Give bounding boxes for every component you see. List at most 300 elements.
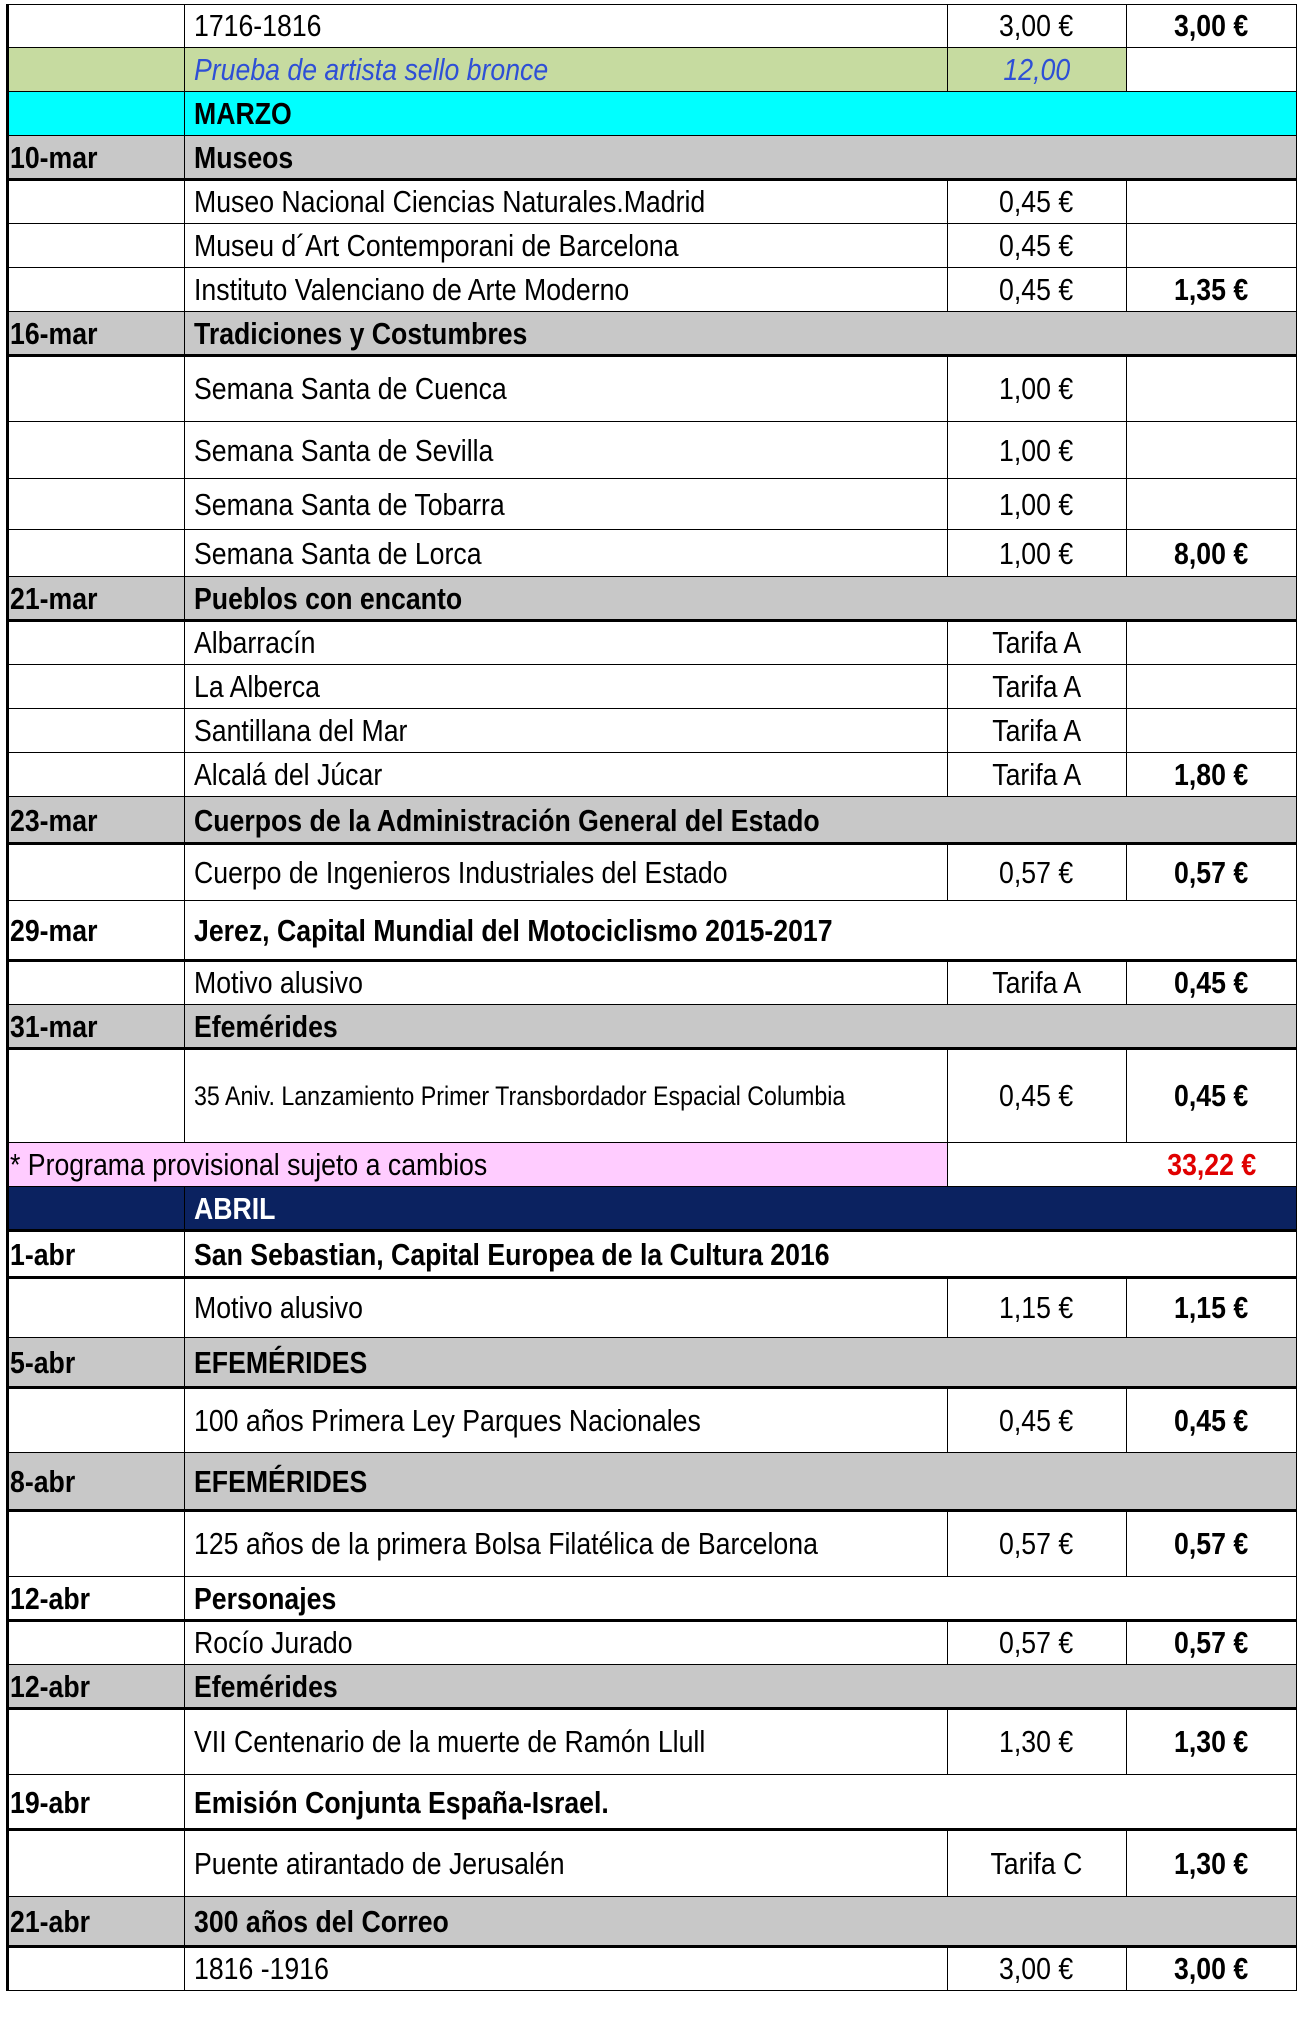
column-divider — [947, 753, 948, 797]
column-divider — [6, 356, 9, 422]
table-row — [6, 180, 1297, 224]
column-divider — [1126, 1049, 1127, 1143]
section-title-text: Efemérides — [194, 1009, 338, 1044]
row-divider — [6, 1990, 1297, 1991]
row-total-text: 0,57 € — [1174, 854, 1249, 890]
column-divider — [1296, 136, 1297, 180]
column-divider — [6, 1709, 9, 1775]
column-divider — [1296, 92, 1297, 136]
item-description — [184, 268, 947, 312]
section-title-text: Pueblos con encanto — [194, 581, 463, 616]
item-description — [184, 4, 947, 48]
table-row — [6, 530, 1297, 577]
item-description-text: Prueba de artista sello bronce — [194, 52, 549, 87]
item-price — [947, 422, 1126, 479]
column-divider — [1296, 1665, 1297, 1709]
row-date-text: 23-mar — [10, 802, 98, 838]
column-divider — [184, 709, 185, 753]
row-total-text: 1,80 € — [1174, 757, 1249, 792]
item-price-text: 0,57 € — [999, 1625, 1074, 1660]
column-divider — [1296, 422, 1297, 479]
column-divider — [184, 1049, 185, 1143]
column-divider — [184, 621, 185, 665]
item-price-text: 0,57 € — [999, 854, 1074, 890]
column-divider — [1296, 797, 1297, 844]
item-description-text: La Alberca — [194, 669, 320, 704]
column-divider — [6, 1775, 9, 1830]
column-divider — [6, 1049, 9, 1143]
item-price-text: 0,57 € — [999, 1526, 1074, 1561]
column-divider — [184, 1005, 185, 1049]
item-price — [947, 4, 1126, 48]
item-price — [947, 1049, 1126, 1143]
section-title-text: San Sebastian, Capital Europea de la Cultura 2016 — [194, 1236, 830, 1272]
item-description-text: 100 años Primera Ley Parques Nacionales — [194, 1402, 701, 1438]
column-divider — [1126, 621, 1127, 665]
item-description — [184, 422, 947, 479]
item-description-text: Cuerpo de Ingenieros Industriales del Estado — [194, 854, 728, 890]
column-divider — [1126, 1388, 1127, 1453]
section-title-text: Efemérides — [194, 1669, 338, 1704]
item-price — [947, 621, 1126, 665]
item-description-text: Museo Nacional Ciencias Naturales.Madrid — [194, 184, 706, 219]
column-divider — [1296, 665, 1297, 709]
column-divider — [1296, 1511, 1297, 1577]
section-title — [184, 577, 947, 621]
column-divider — [947, 621, 948, 665]
month-heading — [184, 92, 947, 136]
row-date-text: 19-abr — [10, 1784, 91, 1820]
column-divider — [947, 268, 948, 312]
section-title — [184, 312, 947, 356]
column-divider — [1296, 479, 1297, 530]
row-date — [6, 1897, 184, 1947]
item-description — [184, 1621, 947, 1665]
column-divider — [184, 312, 185, 356]
column-divider — [184, 1511, 185, 1577]
grand-total — [1126, 1143, 1297, 1187]
column-divider — [184, 48, 185, 92]
item-description-text: Semana Santa de Cuenca — [194, 371, 507, 406]
column-divider — [1126, 961, 1127, 1005]
item-description — [184, 1511, 947, 1577]
column-divider — [6, 530, 9, 577]
column-divider — [184, 268, 185, 312]
row-date — [6, 136, 184, 180]
row-total-text: 3,00 € — [1174, 1951, 1249, 1986]
column-divider — [6, 92, 9, 136]
column-divider — [947, 180, 948, 224]
column-divider — [6, 1453, 9, 1511]
table-row — [6, 1830, 1297, 1897]
column-divider — [184, 1947, 185, 1991]
item-price-text: 1,00 € — [999, 432, 1074, 468]
column-divider — [1296, 844, 1297, 901]
column-divider — [1126, 479, 1127, 530]
item-description-text: Motivo alusivo — [194, 1290, 363, 1325]
item-price — [947, 1511, 1126, 1577]
item-description-text: Rocío Jurado — [194, 1625, 353, 1660]
table-row — [6, 577, 1297, 621]
table-row — [6, 268, 1297, 312]
table-row — [6, 665, 1297, 709]
item-price — [947, 530, 1126, 577]
column-divider — [6, 268, 9, 312]
column-divider — [184, 1830, 185, 1897]
row-total — [1126, 1621, 1297, 1665]
table-row — [6, 1453, 1297, 1511]
row-date — [6, 797, 184, 844]
column-divider — [947, 1621, 948, 1665]
table-row — [6, 753, 1297, 797]
item-price-text: 1,00 € — [999, 371, 1074, 406]
column-divider — [6, 621, 9, 665]
column-divider — [1126, 356, 1127, 422]
row-total — [1126, 4, 1297, 48]
row-total — [1126, 268, 1297, 312]
item-price-text: Tarifa C — [990, 1845, 1083, 1881]
section-title — [184, 1897, 947, 1947]
column-divider — [184, 479, 185, 530]
column-divider — [6, 753, 9, 797]
row-total — [1126, 530, 1297, 577]
column-divider — [6, 665, 9, 709]
column-divider — [6, 1577, 9, 1621]
section-title — [184, 136, 947, 180]
column-divider — [947, 1049, 948, 1143]
table-row — [6, 1511, 1297, 1577]
column-divider — [947, 479, 948, 530]
month-heading-text: MARZO — [194, 96, 292, 131]
column-divider — [184, 530, 185, 577]
row-date-text: 21-abr — [10, 1904, 91, 1939]
column-divider — [6, 1621, 9, 1665]
column-divider — [184, 1453, 185, 1511]
column-divider — [184, 1897, 185, 1947]
table-row — [6, 1665, 1297, 1709]
item-description — [184, 1830, 947, 1897]
column-divider — [184, 1388, 185, 1453]
column-divider — [6, 577, 9, 621]
column-divider — [1126, 1830, 1127, 1897]
row-total — [1126, 961, 1297, 1005]
column-divider — [1296, 1897, 1297, 1947]
item-description-text: Semana Santa de Sevilla — [194, 432, 494, 468]
column-divider — [947, 1511, 948, 1577]
item-description — [184, 479, 947, 530]
item-price — [947, 479, 1126, 530]
item-price-text: 0,45 € — [999, 1078, 1074, 1113]
item-description-text: Albarracín — [194, 625, 316, 660]
row-date — [6, 312, 184, 356]
column-divider — [6, 422, 9, 479]
item-price-text: 1,00 € — [999, 486, 1074, 522]
row-total — [1126, 1511, 1297, 1577]
item-description-text: 1716-1816 — [194, 8, 322, 43]
provisional-note — [6, 1143, 947, 1187]
column-divider — [1296, 356, 1297, 422]
column-divider — [947, 356, 948, 422]
column-divider — [6, 1187, 9, 1231]
item-price-text: Tarifa A — [992, 669, 1081, 704]
item-description-text: VII Centenario de la muerte de Ramón Llull — [194, 1724, 706, 1759]
item-description-text: 35 Aniv. Lanzamiento Primer Transbordador Espacial Columbia — [194, 1080, 846, 1111]
column-divider — [6, 479, 9, 530]
column-divider — [1296, 1049, 1297, 1143]
item-description-text: Semana Santa de Lorca — [194, 535, 482, 571]
column-divider — [6, 180, 9, 224]
item-price-text: 1,15 € — [999, 1290, 1074, 1325]
row-date-text: 21-mar — [10, 581, 98, 616]
column-divider — [1296, 312, 1297, 356]
section-title — [184, 1665, 947, 1709]
section-title-text: Museos — [194, 140, 294, 175]
item-price — [947, 709, 1126, 753]
column-divider — [947, 1388, 948, 1453]
column-divider — [1126, 1511, 1127, 1577]
column-divider — [947, 1143, 948, 1187]
column-divider — [184, 92, 185, 136]
row-total — [1126, 1278, 1297, 1338]
item-price-text: Tarifa A — [992, 757, 1081, 792]
row-total-text: 0,57 € — [1174, 1526, 1249, 1561]
item-description — [184, 1709, 947, 1775]
item-price — [947, 180, 1126, 224]
row-date-text: 8-abr — [10, 1464, 76, 1499]
column-divider — [184, 1278, 185, 1338]
item-description — [184, 1388, 947, 1453]
column-divider — [1296, 1231, 1297, 1278]
column-divider — [947, 224, 948, 268]
item-price — [947, 1947, 1126, 1991]
section-title-text: Emisión Conjunta España-Israel. — [194, 1784, 609, 1820]
column-divider — [184, 961, 185, 1005]
row-total — [1126, 1388, 1297, 1453]
table-row — [6, 1388, 1297, 1453]
row-date — [6, 1665, 184, 1709]
row-date-text: 12-abr — [10, 1581, 91, 1616]
column-divider — [6, 48, 9, 92]
column-divider — [1126, 1278, 1127, 1338]
table-row — [6, 1947, 1297, 1991]
table-row — [6, 356, 1297, 422]
item-price — [947, 1709, 1126, 1775]
section-title — [184, 1005, 947, 1049]
column-divider — [6, 1665, 9, 1709]
column-divider — [1296, 1709, 1297, 1775]
item-price — [947, 665, 1126, 709]
column-divider — [947, 1709, 948, 1775]
column-divider — [6, 709, 9, 753]
item-description — [184, 1049, 947, 1143]
row-total-text: 0,45 € — [1174, 1078, 1249, 1113]
item-description — [184, 621, 947, 665]
item-price-text: Tarifa A — [992, 625, 1081, 660]
row-total-text: 0,45 € — [1174, 1402, 1249, 1438]
item-price-text: 1,00 € — [999, 535, 1074, 571]
column-divider — [947, 709, 948, 753]
column-divider — [1126, 1709, 1127, 1775]
item-price — [947, 961, 1126, 1005]
item-description-text: Museu d´Art Contemporani de Barcelona — [194, 228, 679, 263]
month-heading-text: ABRIL — [194, 1191, 276, 1226]
row-total — [1126, 753, 1297, 797]
item-price-text: 0,45 € — [999, 228, 1074, 263]
row-date — [6, 1005, 184, 1049]
table-row — [6, 92, 1297, 136]
column-divider — [6, 312, 9, 356]
column-divider — [1296, 224, 1297, 268]
section-title-text: Cuerpos de la Administración General del Estado — [194, 802, 820, 838]
column-divider — [184, 844, 185, 901]
column-divider — [1296, 1577, 1297, 1621]
column-divider — [1126, 422, 1127, 479]
row-total-text: 1,30 € — [1174, 1845, 1249, 1881]
item-price — [947, 753, 1126, 797]
table-row — [6, 48, 1297, 92]
table-row — [6, 1187, 1297, 1231]
section-title — [184, 1775, 947, 1830]
row-date-text: 1-abr — [10, 1236, 76, 1272]
item-price — [947, 1388, 1126, 1453]
section-title — [184, 1338, 947, 1388]
row-date — [6, 577, 184, 621]
section-title-text: Jerez, Capital Mundial del Motociclismo 2015-2017 — [194, 913, 833, 948]
column-divider — [184, 422, 185, 479]
item-description-text: Instituto Valenciano de Arte Moderno — [194, 272, 630, 307]
item-description — [184, 1278, 947, 1338]
column-divider — [1296, 1453, 1297, 1511]
table-row — [6, 621, 1297, 665]
column-divider — [1296, 1947, 1297, 1991]
column-divider — [1296, 1187, 1297, 1231]
column-divider — [6, 1388, 9, 1453]
column-divider — [1296, 901, 1297, 961]
row-total-text: 1,35 € — [1174, 272, 1249, 307]
row-date — [6, 1577, 184, 1621]
column-divider — [184, 1709, 185, 1775]
column-divider — [947, 4, 948, 48]
item-description — [184, 665, 947, 709]
row-date — [6, 1775, 184, 1830]
table-row — [6, 797, 1297, 844]
column-divider — [1296, 961, 1297, 1005]
item-price-text: Tarifa A — [992, 965, 1081, 1000]
column-divider — [6, 224, 9, 268]
row-total — [1126, 1049, 1297, 1143]
item-description — [184, 1947, 947, 1991]
column-divider — [184, 1577, 185, 1621]
item-price — [947, 1278, 1126, 1338]
column-divider — [6, 1278, 9, 1338]
column-divider — [1126, 665, 1127, 709]
column-divider — [1126, 844, 1127, 901]
table-row — [6, 961, 1297, 1005]
row-date-text: 29-mar — [10, 913, 98, 948]
item-price-text: 1,30 € — [999, 1724, 1074, 1759]
row-date — [6, 901, 184, 961]
column-divider — [1296, 1143, 1297, 1187]
item-price — [947, 844, 1126, 901]
column-divider — [1296, 1388, 1297, 1453]
item-description-text: Santillana del Mar — [194, 713, 408, 748]
item-description-text: Semana Santa de Tobarra — [194, 486, 505, 522]
column-divider — [1296, 621, 1297, 665]
column-divider — [1296, 1338, 1297, 1388]
table-row — [6, 1897, 1297, 1947]
column-divider — [1296, 530, 1297, 577]
section-title — [184, 1453, 947, 1511]
item-description-text: Puente atirantado de Jerusalén — [194, 1845, 565, 1881]
table-row — [6, 422, 1297, 479]
row-total-text: 1,15 € — [1174, 1290, 1249, 1325]
column-divider — [6, 961, 9, 1005]
row-total — [1126, 1830, 1297, 1897]
column-divider — [1126, 48, 1127, 92]
section-title-text: Tradiciones y Costumbres — [194, 316, 528, 351]
column-divider — [184, 180, 185, 224]
column-divider — [184, 4, 185, 48]
column-divider — [184, 356, 185, 422]
item-description — [184, 753, 947, 797]
table-row — [6, 844, 1297, 901]
column-divider — [184, 901, 185, 961]
column-divider — [947, 961, 948, 1005]
column-divider — [1296, 1830, 1297, 1897]
column-divider — [1296, 48, 1297, 92]
column-divider — [947, 1278, 948, 1338]
table-row — [6, 709, 1297, 753]
section-title — [184, 797, 947, 844]
column-divider — [184, 1231, 185, 1278]
column-divider — [947, 665, 948, 709]
column-divider — [6, 4, 9, 48]
column-divider — [1126, 1621, 1127, 1665]
column-divider — [1126, 268, 1127, 312]
column-divider — [6, 1338, 9, 1388]
row-total-text: 1,30 € — [1174, 1724, 1249, 1759]
table-row — [6, 1775, 1297, 1830]
column-divider — [1126, 753, 1127, 797]
table-row — [6, 1005, 1297, 1049]
item-description — [184, 709, 947, 753]
column-divider — [6, 1947, 9, 1991]
table-row — [6, 1621, 1297, 1665]
row-total-text: 3,00 € — [1174, 8, 1249, 43]
table-row — [6, 479, 1297, 530]
column-divider — [1126, 224, 1127, 268]
table-row — [6, 1709, 1297, 1775]
column-divider — [1296, 180, 1297, 224]
row-date-text: 31-mar — [10, 1009, 98, 1044]
item-price-text: Tarifa A — [992, 713, 1081, 748]
item-price-text: 0,45 € — [999, 272, 1074, 307]
column-divider — [184, 224, 185, 268]
item-description — [184, 224, 947, 268]
grand-total-text: 33,22 € — [1167, 1147, 1256, 1182]
item-price — [947, 224, 1126, 268]
column-divider — [947, 530, 948, 577]
row-total — [1126, 1947, 1297, 1991]
column-divider — [1296, 577, 1297, 621]
column-divider — [6, 901, 9, 961]
table-row — [6, 4, 1297, 48]
column-divider — [1126, 709, 1127, 753]
column-divider — [1296, 4, 1297, 48]
item-description — [184, 844, 947, 901]
section-title — [184, 901, 947, 961]
table-row — [6, 1338, 1297, 1388]
